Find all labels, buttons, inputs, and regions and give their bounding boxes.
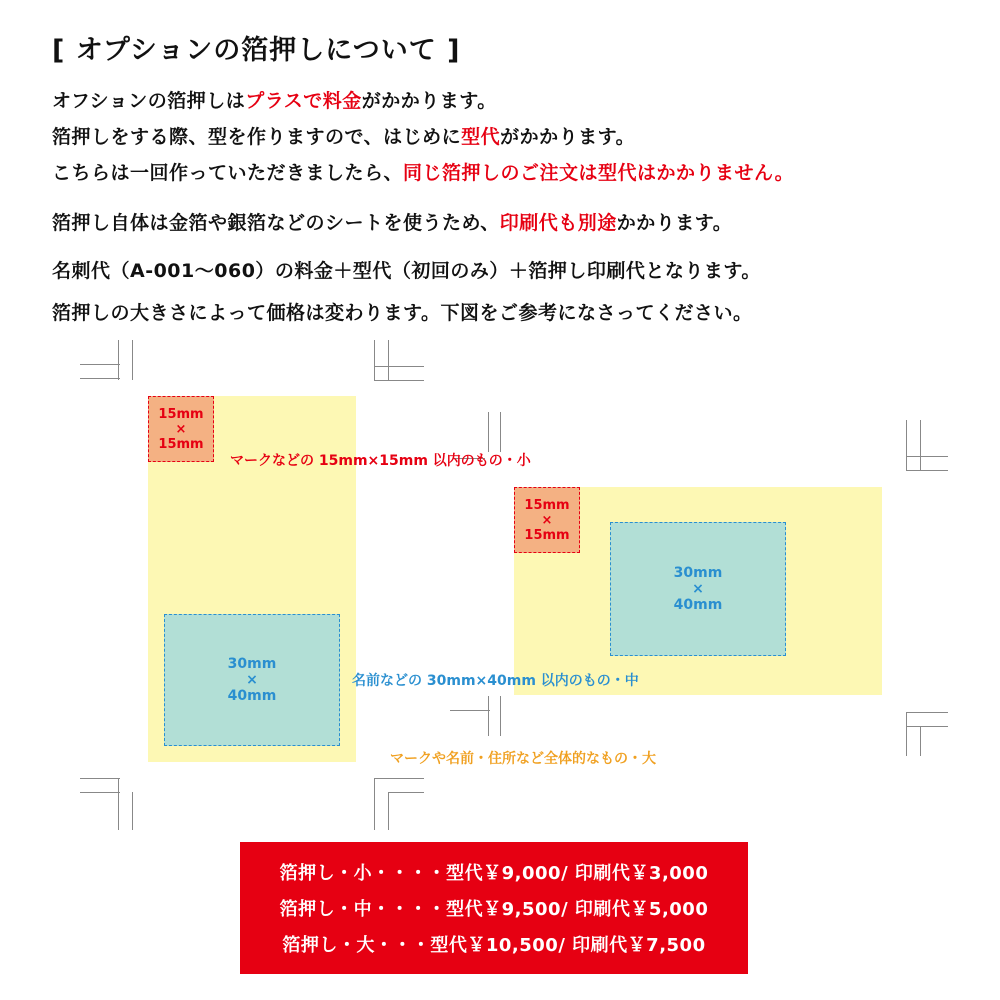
label-medium: 名前などの 30mm×40mm 以内のもの・中 [352, 673, 639, 689]
text-line-2-a: 箔押しをする際、型を作りますので、はじめに [52, 126, 462, 148]
label-small: マークなどの 15mm×15mm 以内のもの・小 [230, 453, 531, 469]
medium-area-dim-2: 40mm [227, 688, 277, 704]
text-line-4-highlight: 印刷代も別途 [499, 212, 617, 234]
small-area-box-landscape [514, 487, 580, 553]
medium-area-dim-2: 40mm [673, 597, 723, 613]
small-area-times: × [175, 421, 187, 437]
medium-area-dim-1: 30mm [673, 565, 723, 581]
text-line-1-a: オフションの箔押しは [52, 90, 246, 112]
small-area-dim-2: 15mm [524, 527, 570, 543]
medium-area-dim-1: 30mm [227, 656, 277, 672]
medium-area-box-landscape [610, 522, 786, 656]
price-row-medium: 箔押し・中・・・・型代￥9,500/ 印刷代￥5,000 [279, 899, 709, 920]
text-line-5: 名刺代（A-001～060）の料金＋型代（初回のみ）＋箔押し印刷代となります。 [52, 260, 761, 282]
text-line-6: 箔押しの大きさによって価格は変わります。下図をご参考になさってください。 [52, 302, 753, 324]
text-line-2 [52, 122, 635, 149]
medium-area-times: × [692, 581, 704, 597]
text-line-4 [52, 208, 732, 235]
page-title: [ オプションの箔押しについて ] [52, 35, 461, 66]
text-line-2-c: がかかります。 [500, 126, 636, 148]
text-line-4-a: 箔押し自体は金箔や銀箔などのシートを使うため、 [52, 212, 500, 234]
medium-area-box-portrait [164, 614, 340, 746]
price-row-small: 箔押し・小・・・・型代￥9,000/ 印刷代￥3,000 [279, 863, 709, 884]
text-line-3-a: こちらは一回作っていただきましたら、 [52, 162, 404, 184]
small-area-box-portrait [148, 396, 214, 462]
text-line-2-highlight: 型代 [461, 126, 501, 148]
small-area-dim-2: 15mm [158, 436, 204, 452]
text-line-3-highlight: 同じ箔押しのご注文は型代はかかりません。 [403, 162, 795, 184]
price-table [240, 842, 748, 974]
text-line-1 [52, 86, 497, 113]
small-area-dim-1: 15mm [158, 406, 204, 422]
text-line-1-c: がかかります。 [361, 90, 497, 112]
text-line-3 [52, 158, 794, 185]
small-area-times: × [541, 512, 553, 528]
price-row-large: 箔押し・大・・・型代￥10,500/ 印刷代￥7,500 [282, 935, 706, 956]
text-line-1-highlight: プラスで料金 [245, 90, 362, 112]
medium-area-times: × [246, 672, 258, 688]
text-line-4-c: かかります。 [616, 212, 733, 234]
small-area-dim-1: 15mm [524, 497, 570, 513]
label-large: マークや名前・住所など全体的なもの・大 [390, 751, 656, 767]
